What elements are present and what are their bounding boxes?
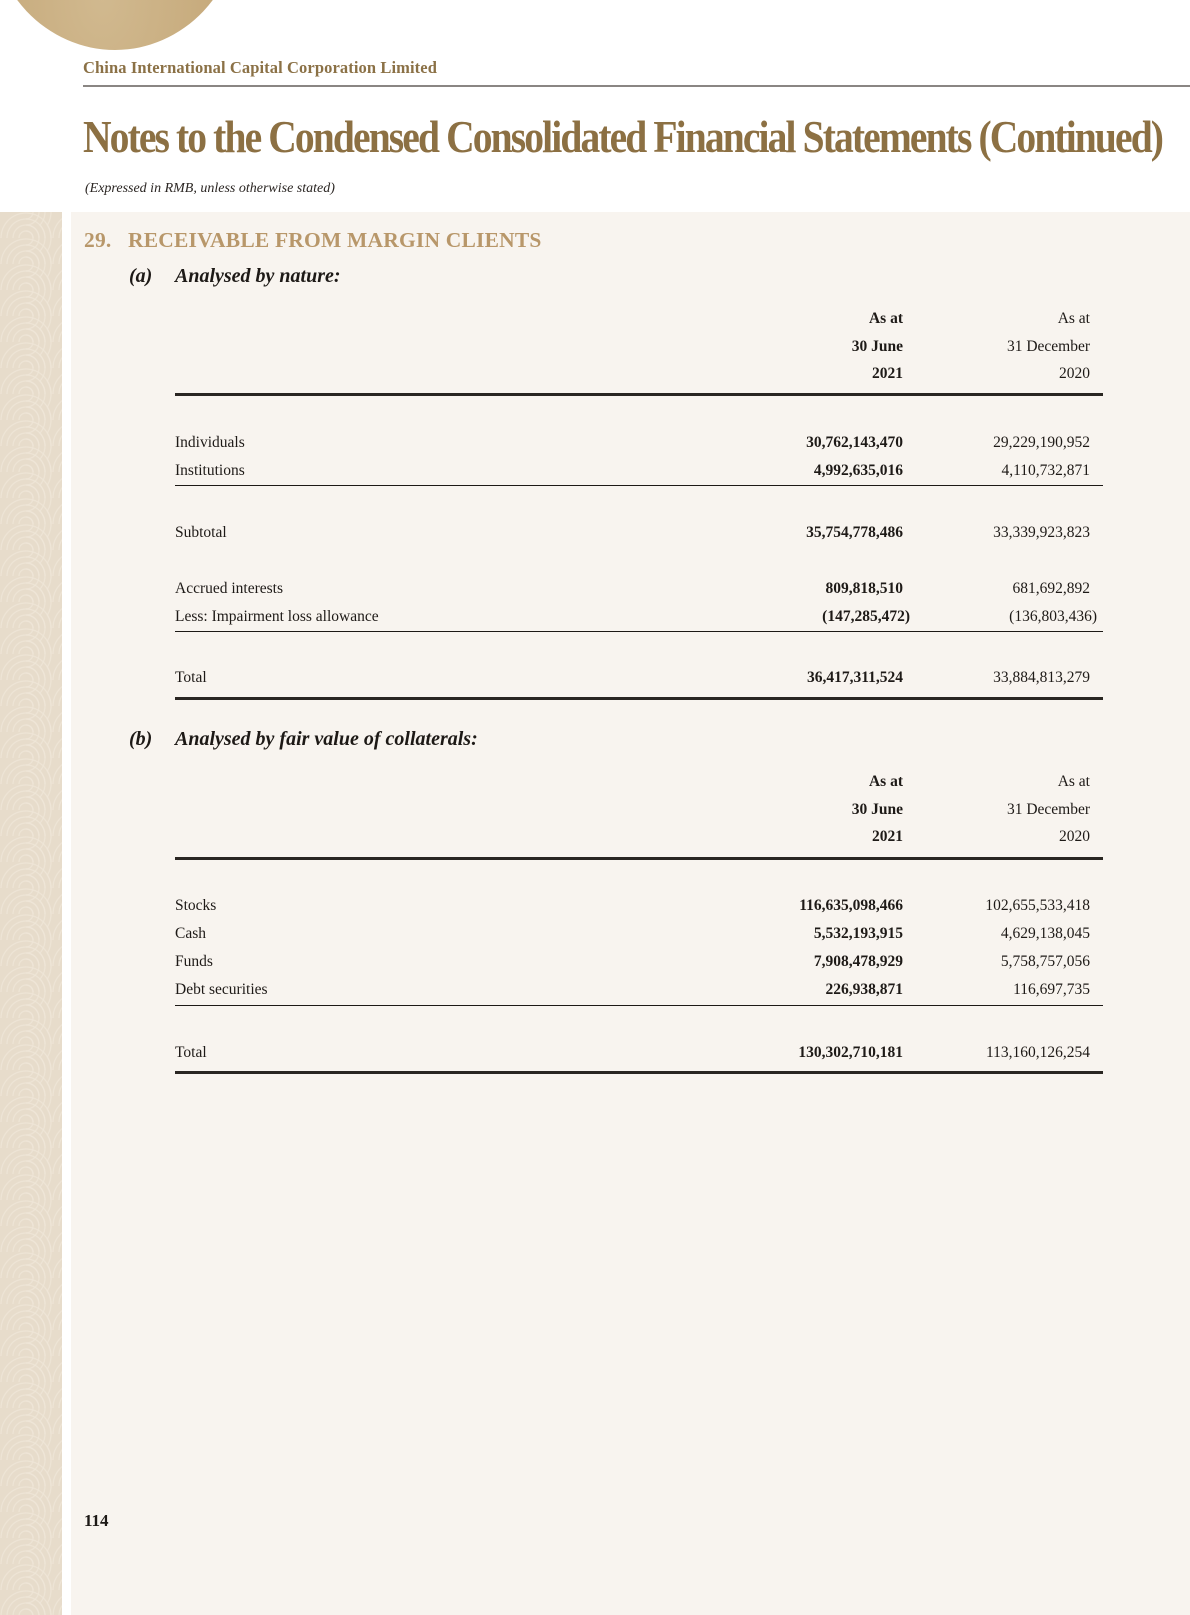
section-number: 29. [84,228,112,252]
table-a-subtotal-rule [175,485,1103,486]
company-name: China International Capital Corporation Limited [83,58,437,77]
table-b-bottom-rule [175,1071,1103,1074]
section-title: RECEIVABLE FROM MARGIN CLIENTS [128,228,542,252]
table-a-col-2020-header: As at 31 December 2020 [1006,310,1090,382]
table-b-col-2021-header: As at 30 June 2021 [851,773,903,845]
table-a-col-2021-header: As at 30 June 2021 [851,310,903,382]
page-number: 114 [84,1511,109,1530]
table-b-total-rule [175,1005,1103,1006]
table-b-letter: (b) [129,728,153,750]
header-divider [83,85,1190,87]
table-b-col-2020-header: As at 31 December 2020 [1006,773,1090,845]
table-a-letter: (a) [129,265,153,287]
table-a-heading [129,265,341,288]
table-row: Debt securities 226,938,871 116,697,735 [175,981,1090,998]
section-heading [84,228,542,253]
table-b-header-rule [175,857,1103,860]
table-a-bottom-rule [175,697,1103,700]
table-row-total: Total 130,302,710,181 113,160,126,254 [175,1044,1090,1061]
table-row: Accrued interests 809,818,510 681,692,892 [175,580,1090,597]
page-title: Notes to the Condensed Consolidated Financial Statements (Continued) [83,111,1163,162]
table-row: Stocks 116,635,098,466 102,655,533,418 [175,897,1090,914]
page-subtitle: (Expressed in RMB, unless otherwise stated) [85,181,335,196]
table-row: Cash 5,532,193,915 4,629,138,045 [175,925,1090,942]
table-row-total: Total 36,417,311,524 33,884,813,279 [175,669,1090,686]
table-a-title: Analysed by nature: [175,265,341,287]
table-row: Institutions 4,992,635,016 4,110,732,871 [175,462,1090,479]
table-b-title: Analysed by fair value of collaterals: [175,728,478,750]
table-row: Less: Impairment loss allowance (147,285,472) (136,803,436) [175,608,1097,625]
decorative-wave-pattern [0,212,62,1615]
table-row-subtotal: Subtotal 35,754,778,486 33,339,923,823 [175,524,1090,541]
table-row: Funds 7,908,478,929 5,758,757,056 [175,953,1090,970]
table-b-heading [129,728,478,751]
table-a-total-rule [175,631,1103,632]
table-row: Individuals 30,762,143,470 29,229,190,952 [175,434,1090,451]
decorative-medallion [0,0,240,50]
table-a-header-rule [175,393,1103,396]
